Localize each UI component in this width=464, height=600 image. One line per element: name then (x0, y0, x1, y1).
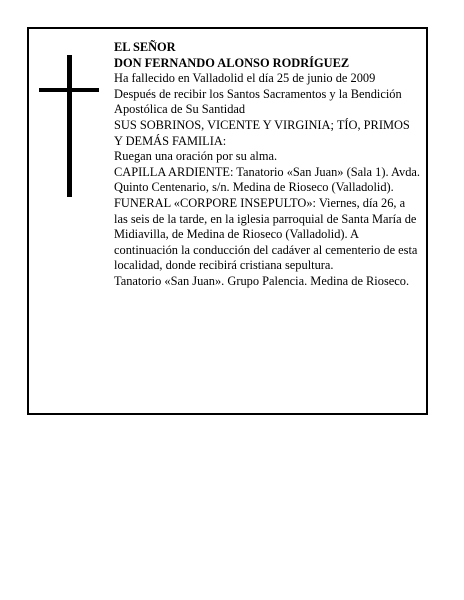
cross-vertical-bar (67, 55, 72, 197)
notice-text (114, 40, 420, 290)
funeral-info: FUNERAL «CORPORE INSEPULTO»: Viernes, día 26, a las seis de la tarde, en la iglesia parroquial de Santa María de Midiavilla, de Medina de Rioseco (Valladolid). A continuación la conducción del cadáver al cementerio de esta localidad, donde recibirá cristiana sepultura. (114, 195, 418, 273)
prayer-request: Ruegan una oración por su alma. (114, 149, 278, 164)
family-statement: SUS SOBRINOS, VICENTE Y VIRGINIA; TÍO, PRIMOS Y DEMÁS FAMILIA: (114, 117, 410, 148)
funeral-home-info: Tanatorio «San Juan». Grupo Palencia. Medina de Rioseco. (114, 273, 410, 288)
sacraments-statement: Después de recibir los Santos Sacramentos y la Bendición Apostólica de Su Santidad (114, 86, 402, 117)
obituary-notice (27, 27, 428, 415)
latin-cross-icon (39, 55, 99, 197)
death-statement: Ha fallecido en Valladolid el día 25 de junio de 2009 (114, 71, 376, 86)
deceased-name: DON FERNANDO ALONSO RODRÍGUEZ (114, 55, 350, 70)
cross-horizontal-bar (39, 88, 99, 92)
notice-heading: EL SEÑOR (114, 40, 176, 54)
chapel-info: CAPILLA ARDIENTE: Tanatorio «San Juan» (Sala 1). Avda. Quinto Centenario, s/n. Medina de Rioseco (Valladolid). (114, 164, 420, 195)
